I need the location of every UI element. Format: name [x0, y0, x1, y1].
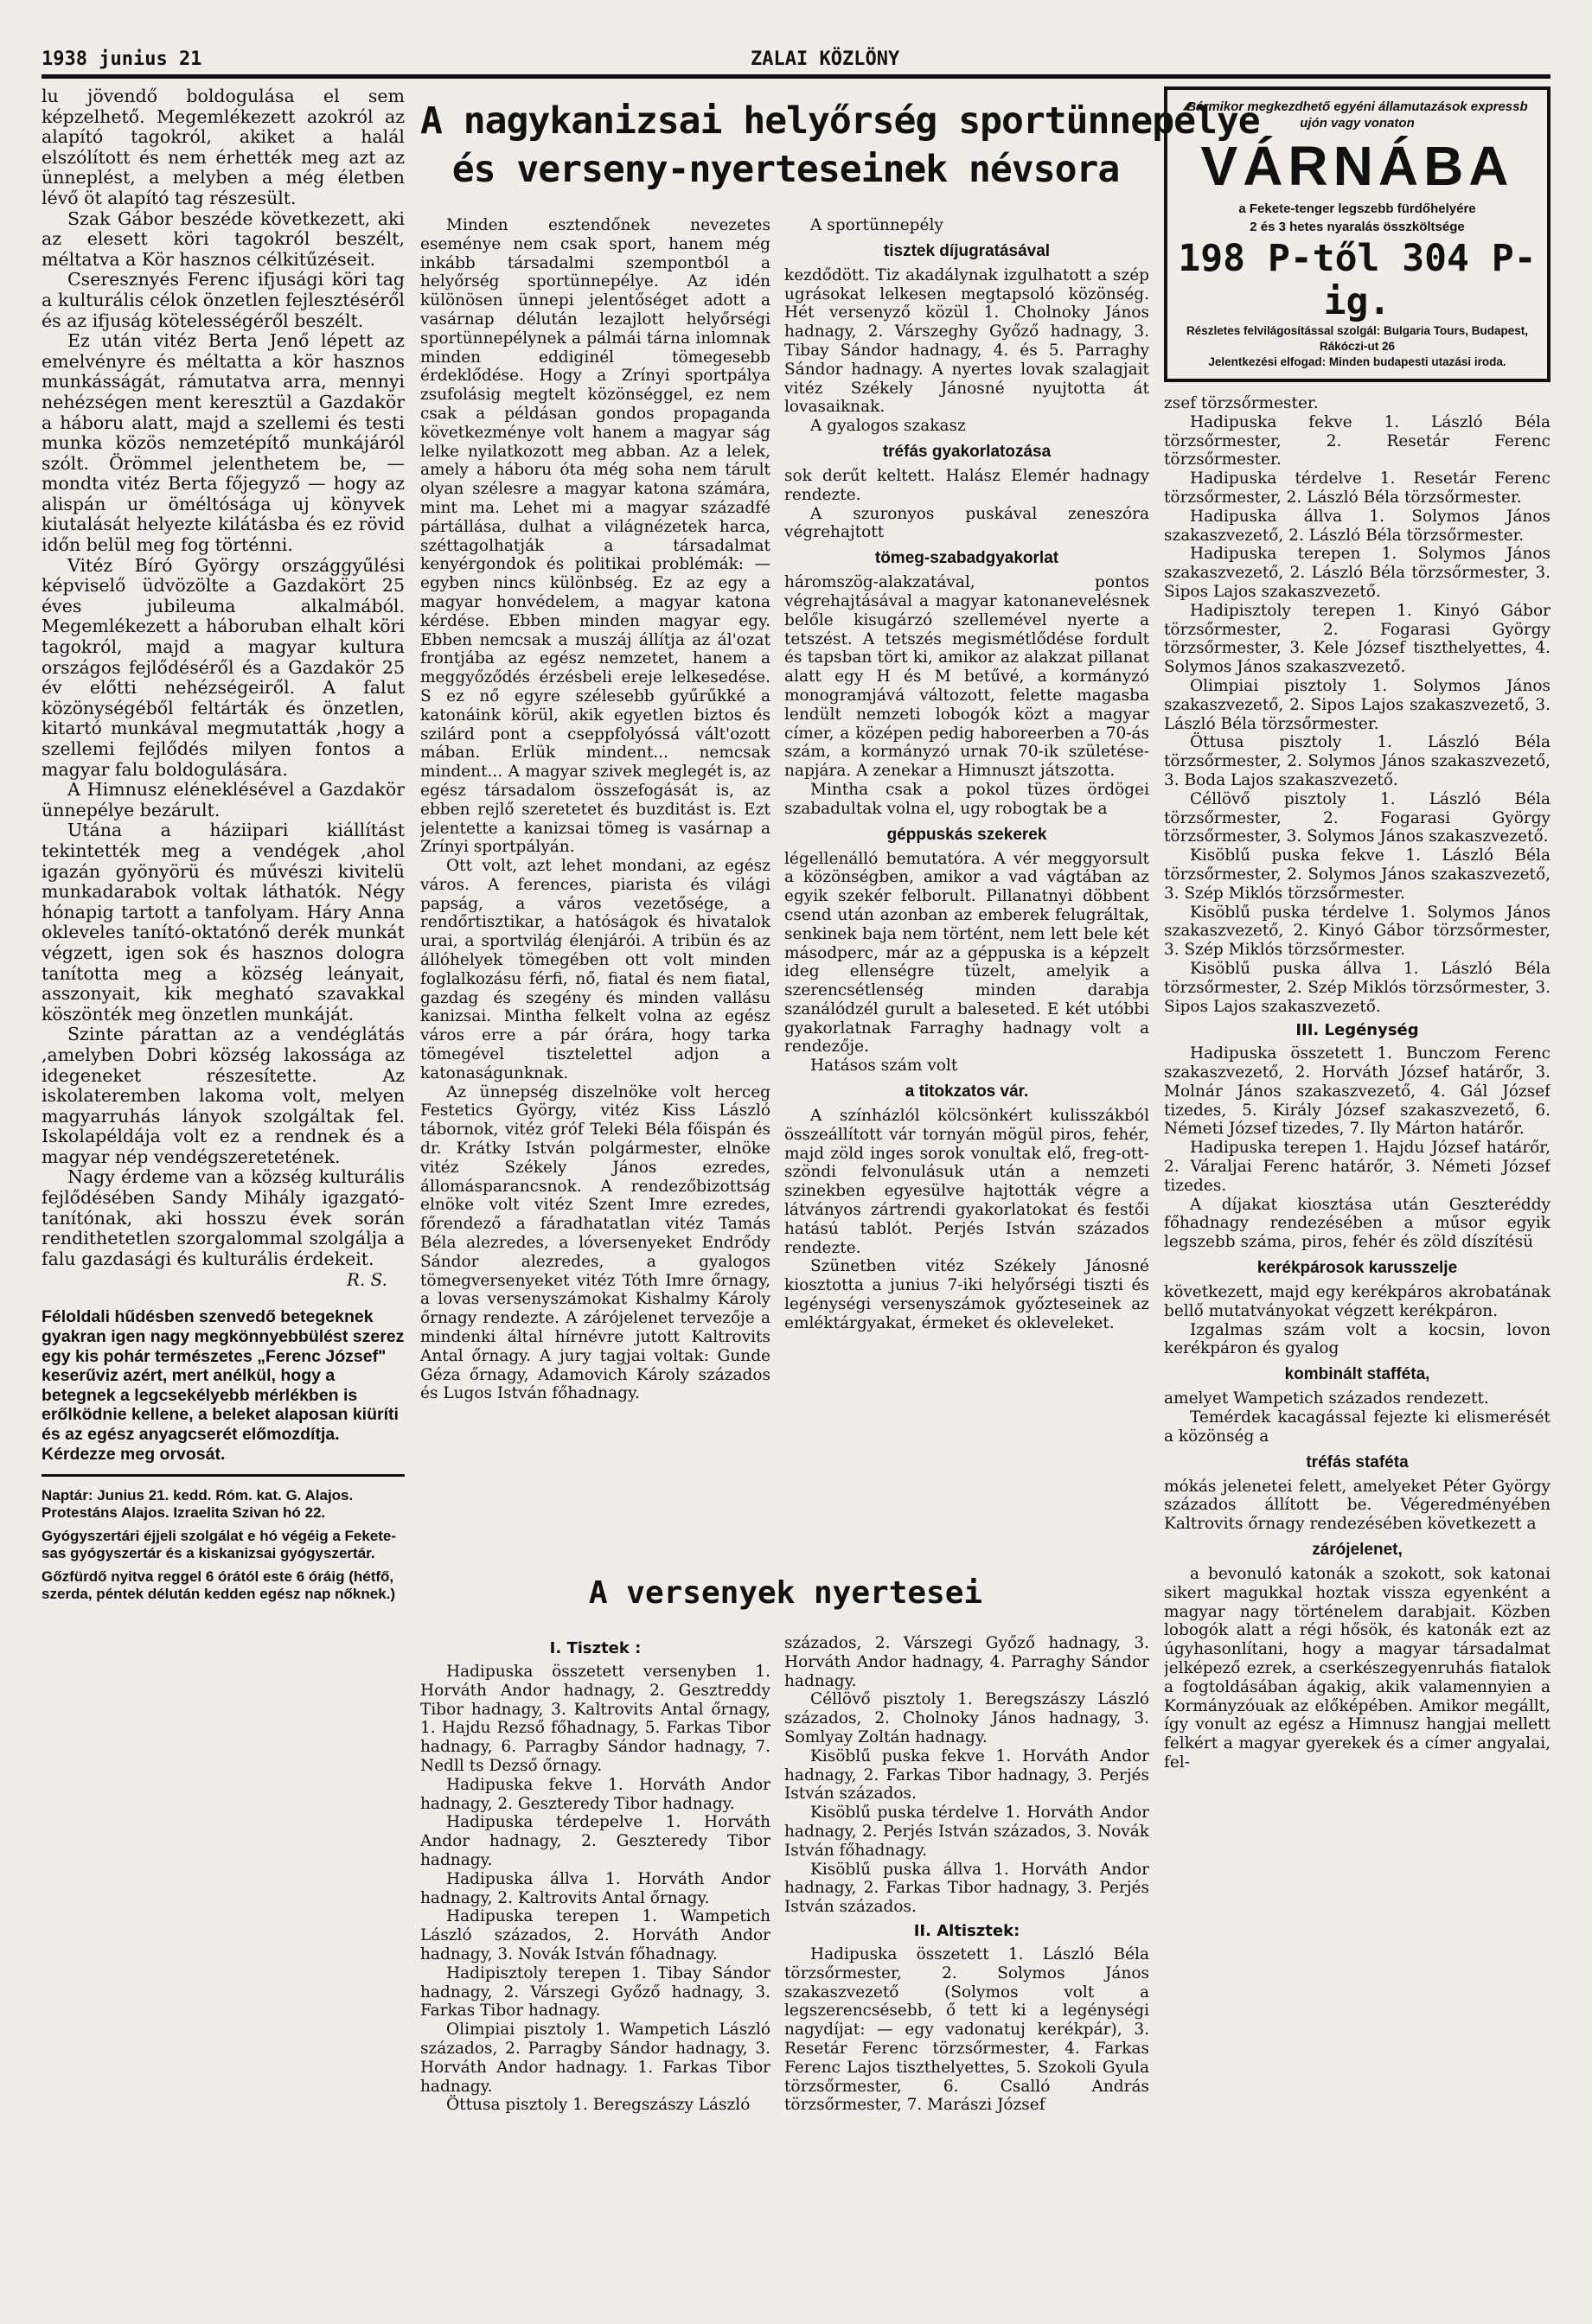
result-entry: Kisöblű puska térdelve 1. Horváth Andor hadnagy, 2. Perjés István százados, 3. Novák István főhadnagy.: [784, 1804, 1149, 1860]
article-paragraph: Hatásos szám volt: [810, 1057, 958, 1076]
divider: [42, 1474, 405, 1477]
result-entry: Hadipuska térdelve 1. Resetár Ferenc törzsőrmester, 2. László Béla törzsőrmester.: [1164, 469, 1550, 507]
subheading: kombinált stafféta,: [1284, 1365, 1430, 1384]
result-entry: Kisöblű puska térdelve 1. Solymos János szakaszvezető, 2. Kinyó Gábor törzsőrmester, 3. Szép Miklós törzsőrmester.: [1164, 903, 1550, 960]
bath-notice: Gőzfürdő nyitva reggel 6 órától este 6 óráig (hétfő, szerda, péntek délután kedden egész nap nőknek.): [42, 1568, 396, 1602]
article-paragraph: Ez után vitéz Berta Jenő lépett az emelvényre és méltatta a kör hasznos munkásságát, rámutatva arra, mennyi nehézségen ment keresztül a Gazdakör a háboru alatt, majd a szellemi és testi munka közös nemzetépítő munkájáról szólt. Örömmel jelenthetem be, — mondta vitéz Berta főjegyző — hogy az alispán ur öméltósága uj könyvek kiutalását helyezte kilátásba és ez rövid időn belül meg fog történni.: [42, 330, 405, 556]
article-paragraph: A színházlól kölcsönkért kulisszákból összeállított vár tornyán mögül piros, fehér, majd zöld inges sorok vonultak elő, freg-ott-szöndi felvonulásuk után a nemzeti szinekben egyesülve hajtották végre a látványos zártrendi gyakorlatokat és festői hatású tablót. Perjés István százados rendezte.: [784, 1107, 1149, 1257]
winners-continued: [784, 1634, 1149, 2115]
ad-text: a Fekete-tenger legszebb fürdőhelyére: [1238, 201, 1476, 216]
article-paragraph: Minden esztendőnek nevezetes eseménye nem csak sport, hanem még inkább társadalmi szempontból a helyőrség sportünnepélye. Az idén különösen ünnepi jelentőséget adott a vasárnap délután lezajlott helyőrségi sportünnepélynek a pálmái tárna inlomnak minden eddiginél tömegesebb érdeklődése. Hogy a Zrínyi sportpálya zsufolásig megtelt közönséggel, ez nem csak a példásan gondos propaganda következménye volt hanem a magyar ság lelke nyilatkozott meg abban. Az a lelek, amely a háboru óta még soha nem tárult olyan szélesre a magyar katona számára, mint ma. Lehet mi a magyar századfé pártállása, dulhat a világnézetek harca, széttagolhatják a társadalmat kenyérgondok és politikai problémák: — egyben nincs különbség. Ez az egy a magyar honvédelem, a magyar katona kérdése. Ebben minden magyar egy. Ebben nemcsak a muszáj állítja az ál'ozat frontjába az egész nemzetet, hanem a meggyőződés érzésbeli ereje lelkesedése. S ez nő egyre szélesebb gyűrűkké a katonáink körül, akik egyetlen biztos és szilárd pont a cseppfolyóssá vált'ozott mában. Erlük mindent... nemcsak mindent... A magyar szivek meglegét is, az egész társadalom összefogását is, az ebben rejlő szeretetet és buzditást is. Ezt jelentette a kanizsai tömeg is vasárnap a Zrínyi sportpályán.: [420, 216, 770, 857]
subheading: a titokzatos vár.: [905, 1082, 1029, 1101]
article-paragraph: Szak Gábor beszéde következett, aki az elesett köri tagokról beszélt, méltatva a Kör hasznos célkitűzéseit.: [42, 208, 405, 270]
article-paragraph: Szinte párattan az a vendéglátás ,amelyben Dobri község lakossága az idegeneket részesítette. Az iskolateremben lakoma volt, melyen magyarruhás lányok szolgáltak fel. Iskolapéldája volt ez a rendnek és a magyar nép vendégszeretetének.: [42, 1024, 405, 1167]
result-entry: Hadipuska terepen 1. Wampetich László százados, 2. Horváth Andor hadnagy, 3. Novák István főhadnagy.: [420, 1907, 770, 1963]
result-entry: Hadipuska térdepelve 1. Horváth Andor hadnagy, 2. Geszteredy Tibor hadnagy.: [420, 1813, 770, 1869]
result-entry: Céllövő pisztoly 1. László Béla törzsőrmester, 2. Fogarasi György törzsőrmester, 3. Solymos János szakaszvezető.: [1164, 789, 1550, 846]
result-entry: Hadipuska fekve 1. Horváth Andor hadnagy, 2. Geszteredy Tibor hadnagy.: [420, 1775, 770, 1813]
result-entry: Öttusa pisztoly 1. László Béla törzsőrmester, 2. Solymos János szakaszvezető, 3. Boda Lajos szakaszvezető.: [1164, 733, 1550, 789]
article-paragraph: következett, majd egy kerékpáros akrobatának bellő mutatványokat végzett kerékpáron.: [1164, 1283, 1550, 1320]
article-paragraph: Nagy érdeme van a község kulturális fejlődésében Sandy Mihály igazgató-tanítónak, aki hosszu évek során rendithetetlen szorgalommal szolgálja a falu gazdasági és kulturális érdekeit.: [42, 1166, 405, 1269]
result-entry: Kisöblű puska fekve 1. Horváth Andor hadnagy, 2. Farkas Tibor hadnagy, 3. Perjés István százados.: [784, 1746, 1149, 1804]
calendar-notice: Naptár: Junius 21. kedd. Róm. kat. G. Alajos. Protestáns Alajos. Izraelita Szivan hó 22.: [42, 1487, 354, 1521]
pharmacy-notice: Gyógyszertári éjjeli szolgálat e hó végéig a Fekete-sas gyógyszertár és a kiskanizsai gyógyszertár.: [42, 1528, 397, 1561]
article-paragraph: Temérdek kacagással fejezte ki elismerését a közönség a: [1164, 1408, 1550, 1446]
article-paragraph: Szünetben vitéz Székely Jánosné kiosztotta a junius 7-iki helyőrségi tiszti és legénységi versenyszámok győzteseinek az emléktárgyakat, érmeket és okleveleket.: [784, 1257, 1149, 1332]
result-entry: Hadipuska összetett versenyben 1. Horváth Andor hadnagy, 2. Gesztreddy Tibor hadnagy, 3. Kaltrovits Antal őrnagy, 1. Hajdu Rezső főhadnagy, 5. Farkas Tibor hadnagy, 6. Parragby Sándor hadnagy, 7. Nedll ts Dezső őrnagy.: [420, 1663, 770, 1775]
result-entry: zsef törzsőrmester.: [1164, 394, 1319, 412]
section-heading: I. Tisztek :: [549, 1639, 642, 1657]
result-entry: Olimpiai pisztoly 1. Wampetich László százados, 2. Parragby Sándor hadnagy, 3. Horváth Andor hadnagy. 1. Farkas Tibor hadnagy.: [420, 2021, 770, 2096]
result-entry: Olimpiai pisztoly 1. Solymos János szakaszvezető, 2. Sipos Lajos szakaszvezető, 3. László Béla törzsőrmester.: [1164, 676, 1550, 733]
masthead: [42, 45, 1550, 79]
result-entry: Hadipisztoly terepen 1. Tibay Sándor hadnagy, 2. Várszegi Győző hadnagy, 3. Farkas Tibor hadnagy.: [420, 1963, 770, 2021]
column-3: [784, 86, 1149, 2300]
advertisement-ferenc-jozsef: Féloldali hűdésben szenvedő betegeknek gyakran igen nagy megkönnyebbülést szerez egy kis pohár természetes „Ferenc József" keserűviz azért, mert anélkül, hogy a betegnek a legcsekélyebb mérlékben is erőlködnie kellene, a beleket alaposan kiüríti és az egész anyagcserét előmozdítja. Kérdezze meg orvosát.: [42, 1307, 405, 1464]
result-entry: Hadipuska állva 1. Solymos János szakaszvezető, 2. László Béla törzsőrmester.: [1164, 507, 1550, 545]
article-paragraph: A gyalogos szakasz: [810, 417, 966, 436]
article-paragraph: Utána a háziipari kiállítást tekintették meg a vendégek ,ahol igazán gyönyörü és művészi kivitelü munkadarabok voltak láthatók. Négy hónapig tartott a tanfolyam. Háry Anna okleveles tanító-oktatónő derék munkát végzett, igen sok és hasznos dologra tanította meg a község leányait, asszonyait, kik megható szavakkal köszönték meg önzetlen munkáját.: [42, 820, 405, 1025]
article-paragraph: mókás jelenetei felett, amelyeket Péter György százados állított be. Végeredményében Kaltrovits őrnagy rendezésében következett a: [1164, 1477, 1550, 1534]
subheading: kerékpárosok karusszelje: [1256, 1259, 1458, 1278]
ad-footer: Részletes felvilágosítással szolgál: Bulgaria Tours, Budapest, Rákóczi-ut 26: [1186, 324, 1529, 353]
article-paragraph: A díjakat kiosztása után Geszteréddy főhadnagy rendezésében a műsor egyik legszebb száma, piros, fehér és zöld díszítésü: [1164, 1195, 1550, 1252]
section-heading: II. Altisztek:: [913, 1921, 1020, 1940]
ad-text: 2 és 3 hetes nyaralás összköltsége: [1250, 220, 1465, 234]
subheading: tréfás staféta: [1306, 1452, 1409, 1472]
article-paragraph: Az ünnepség diszelnöke volt herceg Festetics György, vitéz Kiss László tábornok, vitéz gróf Teleki Béla főispán és dr. Krátky István polgármester, elnöke vitéz Székely János ezredes, állomásparancsnok. A rendezőbizottság elnöke volt vitéz Szent Imre ezredes, főrendező a fáradhatatlan vitéz Tamás Béla alezredes, a lóversenyeket Endrődy Sándor alezredes, a gyalogos tömegversenyeket vitéz Tóth Imre őrnagy, a lovas versenyszámokat Kishalmy Károly őrnagy rendezte. A zárójelenet tervezője a mindenki által hírnévre jutott Kaltrovits Antal őrnagy. A jury tagjai voltak: Gunde Géza őrnagy, Adamovich Károly százados és Lugos István főhadnagy.: [420, 1082, 770, 1403]
ad-price: 198 P-től 304 P-ig.: [1178, 237, 1537, 323]
article-paragraph: A szuronyos puskával zeneszóra végrehajtott: [784, 504, 1149, 542]
ad-footer: Jelentkezési elfogad: Minden budapesti utazási iroda.: [1208, 355, 1506, 368]
article-paragraph: Vitéz Bíró György országgyűlési képviselő üdvözölte a Gazdakört 25 éves jubileuma alkalmából. Megemlékezett a háboruban elhalt köri tagokról, majd a magyar kultura országos fejlődéséről és a Gazdakör 25 év előtti nehézségeiről. A falut közönységéből feltárták és önzetlen, kitartó munkával megmutatták ,hogy a szellemi fejlődés milyen fontos a magyar falu boldogulására.: [42, 554, 405, 780]
article-paragraph: A Himnusz eléneklésével a Gazdakör ünnepélye bezárult.: [42, 779, 405, 820]
article-paragraph: Ott volt, azt lehet mondani, az egész város. A ferences, piarista és világi papság, a város vezetősége, a rendőrtisztikar, a hatóságok és hivatalok urai, a sportvilág élenjárói. A tribün és az állóhelyek tömegében ott volt minden foglalkozásu férfi, nő, fiatal és nem fiatal, gazdag és szegény és minden vallásu kanizsai. Mintha felkelt volna az egész város erre a pár órára, hogy tarka tömegével tisztelettel adjon a katonaságunknak.: [420, 857, 770, 1082]
subheading: géppuskás szekerek: [886, 825, 1047, 844]
article-paragraph: a bevonuló katonák a szokott, sok katonai sikert magukkal hoztak vissza egyenként a magyar nagy történelem darabjait. Közben lobogók alatt a régi hősök, és katonák ezt az úgyhasonlítani, hogy a magyar társadalmat jelképező ezrek, a cserkészegyenruhás fiatalok a fogtoldásában ágakig, akik valamennyien a Kormányzóuak az előképében. Amikor megállt, így vonult az egész a Himnusz hangjai mellett felkért a magyar gyerekek és a címer angyalai, fel-: [1164, 1565, 1550, 1772]
ad-text: Bármikor megkezdhető egyéni államutazások expressb ujón vagy vonaton: [1186, 99, 1528, 131]
subheading: zárójelenet,: [1312, 1541, 1403, 1560]
ad-destination: VÁRNÁBA: [1200, 135, 1514, 197]
subheading: tisztek díjugratásával: [883, 241, 1051, 260]
column-1: [42, 86, 405, 2300]
article-paragraph: A sportünnepély: [810, 216, 943, 234]
result-entry: Kisöblű puska állva 1. Horváth Andor hadnagy, 2. Farkas Tibor hadnagy, 3. Perjés István százados.: [784, 1860, 1149, 1917]
result-entry: Hadipuska terepen 1. Solymos János szakaszvezető, 2. László Béla törzsőrmester, 3. Sipos Lajos szakaszvezető.: [1164, 545, 1550, 601]
column-4: [1164, 86, 1550, 2300]
newspaper-name: ZALAI KÖZLÖNY: [751, 48, 900, 70]
headline-line-1: A nagykanizsai helyőrség sportünnepélye: [420, 99, 1260, 143]
article-paragraph: Mintha csak a pokol tüzes ördögei szabadultak volna el, ugy robogtak be a: [784, 780, 1149, 818]
article-paragraph: sok derűt keltett. Halász Elemér hadnagy rendezte.: [784, 466, 1149, 504]
result-entry: százados, 2. Várszegi Győző hadnagy, 3. Horváth Andor hadnagy, 4. Parraghy Sándor hadnagy.: [784, 1634, 1149, 1690]
winners-officers: [420, 1634, 770, 2115]
article-paragraph: Cseresznyés Ferenc ifjusági köri tag a kulturális célok önzetlen fejlesztéséről és az ifjuság kötelességéről beszélt.: [42, 269, 405, 331]
subheading: tréfás gyakorlatozása: [882, 442, 1052, 461]
headline-line-2: és verseny-nyerteseinek névsora: [451, 148, 1120, 191]
result-entry: Kisöblű puska állva 1. László Béla törzsőrmester, 2. Szép Miklós törzsőrmester, 3. Sipos Lajos szakaszvezető.: [1164, 959, 1550, 1016]
column-2: [420, 86, 770, 2300]
issue-date: 1938 junius 21: [42, 48, 202, 70]
result-entry: Hadipuska terepen 1. Hajdu József határőr, 2. Váraljai Ferenc határőr, 3. Németi József tizedes.: [1164, 1139, 1550, 1195]
article-paragraph: háromszög-alakzatával, pontos végrehajtásával a magyar katonanevelésnek belőle kisugárzó szellemével nyerte a tetszést. A tetszés megismétlődése fordult és tapsban tört ki, amikor az alakzat pillanat alatt egy H és M betűvé, a kormányzó monogramjává változott, felette magasba lendült nemzeti lobogók közt a magyar címer, a középen pedig haboreerben a 70-ás szám, a kormányzó urnak 70-ik születése-napjára. A zenekar a Himnuszt játszotta.: [784, 573, 1149, 781]
result-entry: Hadipuska állva 1. Horváth Andor hadnagy, 2. Kaltrovits Antal őrnagy.: [420, 1869, 770, 1907]
article-paragraph: légellenálló bemutatóra. A vér meggyorsult a közönségben, amikor a vad vágtában az egyik szekér felborult. Pillanatnyi döbbent csend után azonban az emberek felugráltak, senkinek baja nem történt, nem lett bele két másodperc, már az a géppuska is a képzelt ideg ellenségre tüzelt, amelyik a szerencsétlenség minden darabja szanálódzél gurult a baleseted. E két utóbbi gyakorlatnak Farraghy hadnagy volt a rendezője.: [784, 849, 1149, 1057]
author-signature: R. S.: [346, 1269, 387, 1291]
varna-travel-ad: [1164, 86, 1550, 382]
result-entry: Hadipuska fekve 1. László Béla törzsőrmester, 2. Resetár Ferenc törzsőrmester.: [1164, 412, 1550, 469]
subheading: tömeg-szabadgyakorlat: [874, 549, 1059, 568]
result-entry: Hadipuska összetett 1. Bunczom Ferenc szakaszvezető, 2. Horváth József határőr, 3. Molnár János szakaszvezető, 4. Gál József tizedes, 5. Király József szakaszvezető, 6. Németi József tizedes, 7. Ily Márton határőr.: [1164, 1044, 1550, 1139]
article-paragraph: kezdődött. Tiz akadálynak izgulhatott a szép ugrásokat lelkesen megtapsoló közönség. Hét versenyző közül 1. Cholnoky János hadnagy, 2. Várszeghy Győző hadnagy, 3. Tibay Sándor hadnagy, 4. és 5. Parraghy Sándor hadnagy. A nyertes lovak szalagjait vitéz Székely Jánosné nyujtotta át lovasaiknak.: [784, 265, 1149, 417]
result-entry: Hadipuska összetett 1. László Béla törzsőrmester, 2. Solymos János szakaszvezető (Solymos volt a legszerencsésebb, ő tett ki a legénységi nagydíjat: — egy vadonatuj kerékpár), 3. Resetár Ferenc törzsőrmester, 4. Farkas Ferenc Lajos tiszthelyettes, 5. Szokoli Gyula törzsőrmester, 6. Csalló András törzsőrmester, 7. Marászi József: [784, 1944, 1149, 2115]
result-entry: Öttusa pisztoly 1. Beregszászy László: [446, 2096, 751, 2115]
article-paragraph: amelyet Wampetich százados rendezett.: [1164, 1389, 1489, 1408]
result-entry: Kisöblű puska fekve 1. László Béla törzsőrmester, 2. Solymos János szakaszvezető, 3. Szép Miklós törzsőrmester.: [1164, 846, 1550, 903]
result-entry: Céllövő pisztoly 1. Beregszászy László százados, 2. Cholnoky János hadnagy, 3. Somlyay Zoltán hadnagy.: [784, 1690, 1149, 1746]
article-paragraph: Izgalmas szám volt a kocsin, lovon kerékpáron és gyalog: [1164, 1320, 1550, 1358]
section-heading: III. Legénység: [1295, 1021, 1419, 1040]
article-paragraph: lu jövendő boldogulása el sem képzelhető. Megemlékezett azokról az alapító tagokról, akiket a halál elszólított és nem érhették meg azt az ünneplést, a melyben a még életben lévő öt alapító tag részesült.: [42, 86, 405, 208]
result-entry: Hadipisztoly terepen 1. Kinyó Gábor törzsőrmester, 2. Fogarasi György törzsőrmester, 3. Kele József tiszthelyettes, 4. Solymos János szakaszvezető.: [1164, 601, 1550, 677]
winners-heading: A versenyek nyertesei: [588, 1575, 983, 1611]
